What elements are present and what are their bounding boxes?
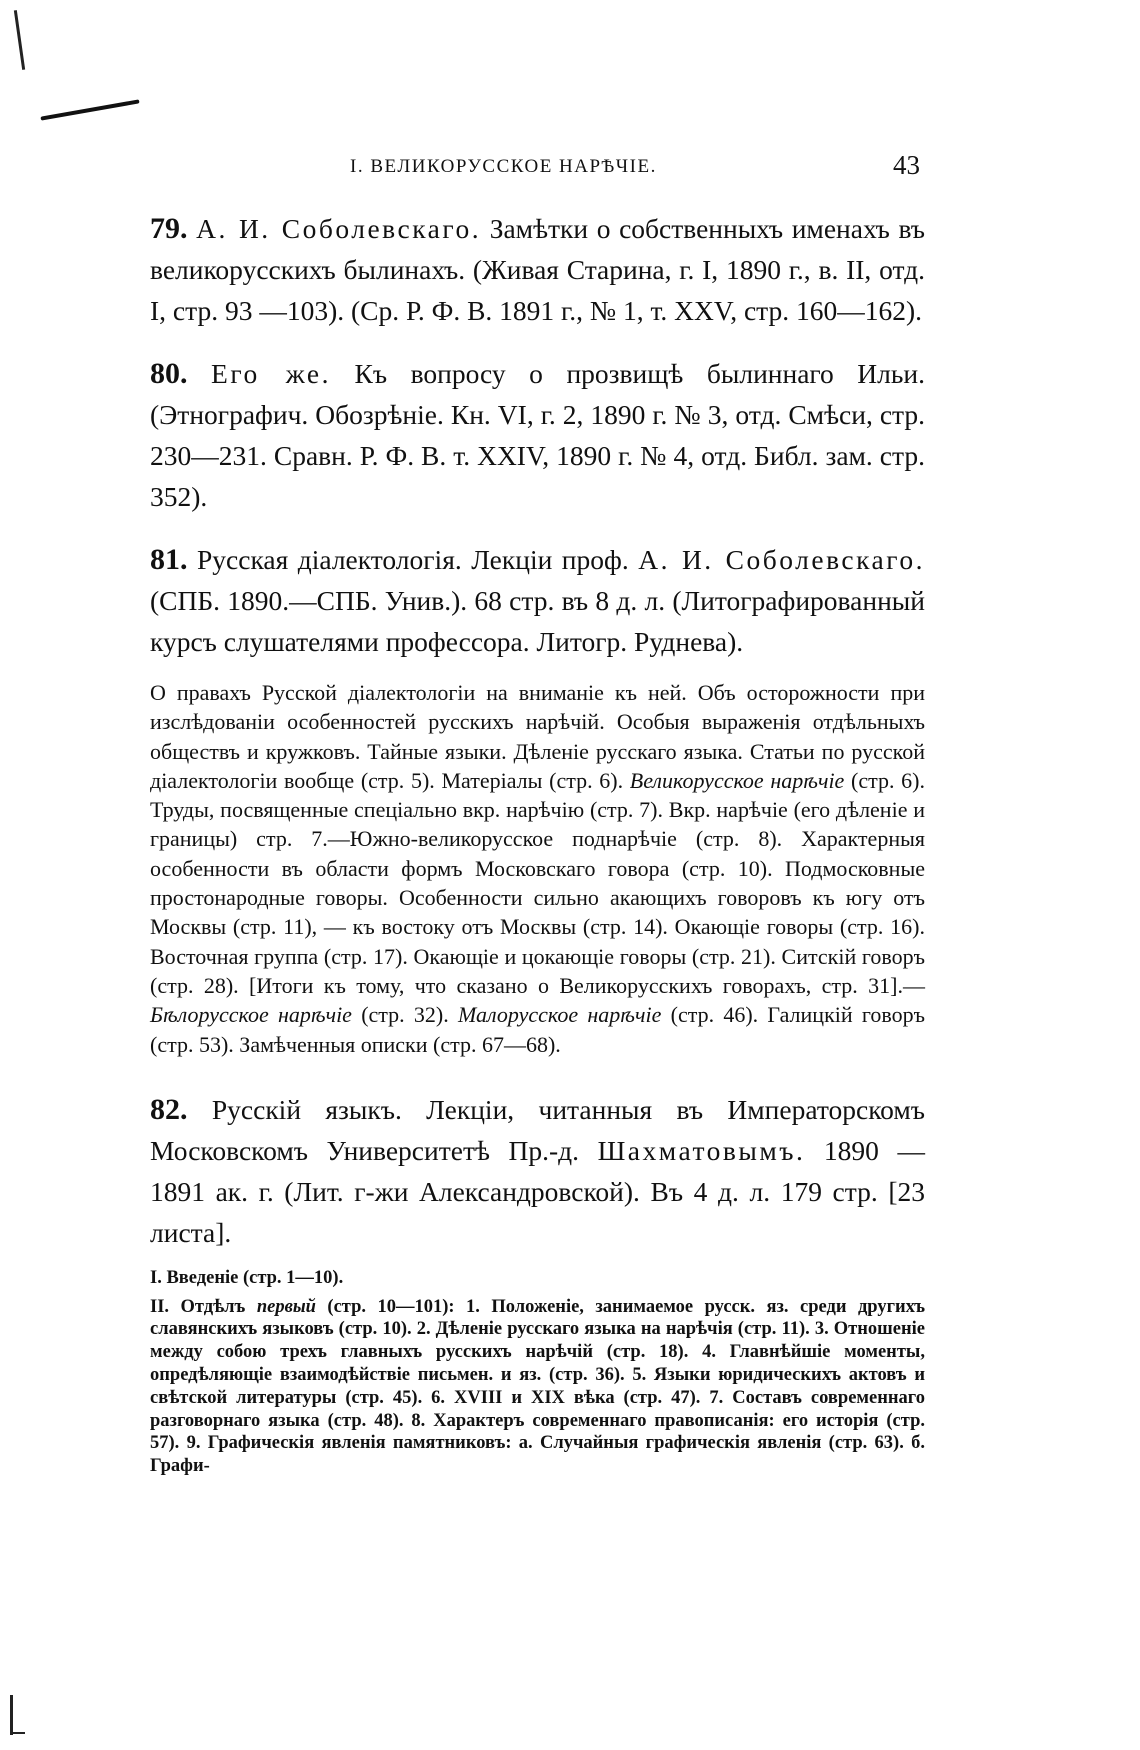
summary-italic-title: Малорусское нарѣчіе	[458, 1002, 662, 1028]
entry-author: А. И. Соболевскаго.	[638, 544, 925, 575]
scan-artifact-stroke	[40, 99, 139, 120]
running-head	[160, 150, 920, 190]
entry-text: Къ вопросу о прозвищѣ былиннаго Ильи. (Этнографич. Обозрѣніе. Кн. VI, г. 2, 1890 г. № 3, отд. Смѣси, стр. 230—231. Сравн. Р. Ф. В. т. XXIV, 1890 г. № 4, отд. Библ. зам. стр. 352).	[150, 358, 926, 512]
running-title: I. ВЕЛИКОРУССКОЕ НАРѢЧІЕ.	[350, 156, 657, 177]
contents-text: II. Отдѣлъ	[150, 1296, 257, 1317]
entry-text: 1890 — 1891 ак. г. (Лит. г-жи Александровской). Въ 4 д. л. 179 стр. [23 листа].	[150, 1134, 925, 1248]
summary-text: О правахъ Русской діалектологіи на вниманіе къ ней. Объ осторожности при изслѣдованіи особенностей русскихъ нарѣчій. Особыя выраженія отдѣльныхъ обществъ и кружковъ. Тайные языки. Дѣленіе русскаго языка. Статьи по русской діалектологіи вообще (стр. 5). Матеріалы (стр. 6).	[150, 680, 925, 793]
entry-number: 79.	[150, 212, 188, 245]
bibliography-entry-82	[150, 1089, 925, 1253]
entry-author: Шахматовымъ.	[597, 1134, 806, 1166]
summary-text: (стр. 32).	[351, 1002, 459, 1028]
entry-text: Русскій языкъ. Лекціи, читанныя въ Императорскомъ Московскомъ Университетѣ Пр.-д.	[150, 1093, 926, 1166]
contents-italic: первый	[256, 1296, 316, 1317]
entry-number: 80.	[150, 357, 188, 390]
text-column	[150, 208, 925, 1478]
summary-text: (стр. 6). Труды, посвященные спеціально вкр. нарѣчію (стр. 7). Вкр. нарѣчіе (его дѣленіе и границы) стр. 7.—Южно-великорусское поднарѣчіе (стр. 8). Характерныя особенности въ области формъ Московскаго говора (стр. 10). Подмосковные простонародные говоры. Особенности сильно акающихъ говоровъ къ югу отъ Москвы (стр. 11), — къ востоку отъ Москвы (стр. 14). Окающіе говоры (стр. 16). Восточная группа (стр. 17). Окающіе и цокающіе говоры (стр. 21). Ситскій говоръ (стр. 28). [Итоги къ тому, что сказано о Великорусскихъ говорахъ, стр. 31].—	[150, 767, 925, 998]
summary-italic-title: Великорусское нарѣчіе	[629, 767, 845, 793]
entry-number: 82.	[150, 1092, 188, 1126]
scan-artifact-mark	[14, 10, 25, 70]
scan-artifact-mark	[10, 1695, 13, 1735]
bibliography-entry-79	[150, 208, 925, 331]
contents-item: I. Введеніе (стр. 1—10).	[150, 1267, 344, 1288]
contents-text: (стр. 10—101): 1. Положеніе, занимаемое русск. яз. среди другихъ славянскихъ языковъ (стр. 10). 2. Дѣленіе русскаго языка на нарѣчія (стр. 11). 3. Отношеніе между собою трехъ главныхъ русскихъ нарѣчій (стр. 18). 4. Главнѣйшіе моменты, опредѣляющіе взаимодѣйствіе письмен. и яз. (стр. 36). 5. Языки юридическихъ актовъ и свѣтской литературы (стр. 45). 6. XVIII и XIX вѣка (стр. 47). 7. Составъ современнаго разговорнаго языка (стр. 48). 8. Характеръ современнаго правописанія: его исторія (стр. 57). 9. Графическія явленія памятниковъ: а. Случайныя графическія явленія (стр. 63). б. Графи-	[150, 1296, 925, 1477]
summary-text: (стр. 46). Галицкій говоръ (стр. 53). Замѣченныя описки (стр. 67—68).	[150, 1002, 925, 1057]
scan-artifact-mark	[13, 1732, 25, 1734]
entry-81-summary	[150, 678, 925, 1059]
summary-italic-title: Бѣлорусское нарѣчіе	[150, 1002, 352, 1028]
entry-text: Русская діалектологія. Лекціи проф.	[197, 544, 639, 575]
entry-number: 81.	[150, 543, 188, 576]
entry-author: Его же.	[211, 358, 331, 389]
bibliography-entry-81	[150, 539, 925, 662]
bibliography-entry-80	[150, 353, 925, 517]
contents-item	[150, 1296, 925, 1478]
entry-author: А. И. Соболевскаго.	[196, 213, 482, 244]
entry-text: (СПБ. 1890.—СПБ. Унив.). 68 стр. въ 8 д. л. (Литографированный курсъ слушателями профессора. Литогр. Руднева).	[150, 585, 925, 657]
entry-text: Замѣтки о собственныхъ именахъ въ великорусскихъ былинахъ. (Живая Старина, г. I, 1890 г., в. II, отд. I, стр. 93 —103). (Ср. Р. Ф. В. 1891 г., № 1, т. XXV, стр. 160—162).	[150, 213, 926, 326]
entry-82-contents	[150, 1267, 925, 1478]
page-number: 43	[893, 150, 920, 180]
